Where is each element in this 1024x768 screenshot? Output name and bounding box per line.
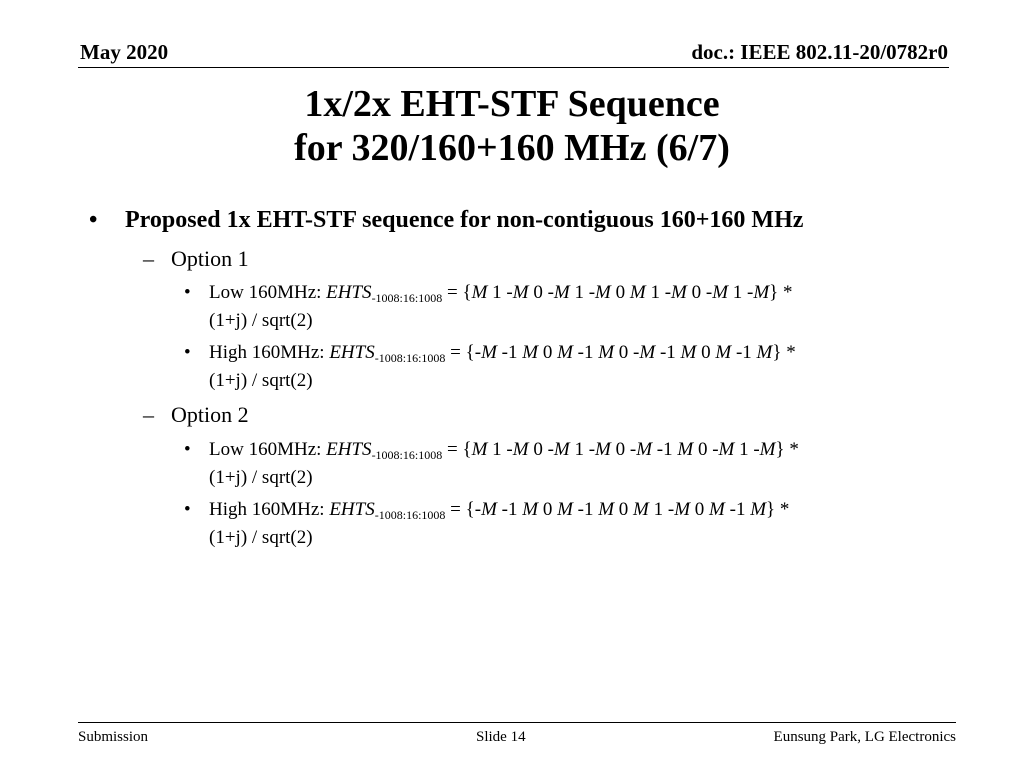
option-heading	[143, 402, 249, 428]
sequence-scale: (1+j) / sqrt(2)	[209, 467, 313, 488]
sequence-text	[209, 436, 929, 492]
option-heading	[143, 246, 249, 272]
sequence-scale: (1+j) / sqrt(2)	[209, 370, 313, 391]
sequence-values: = {-M -1 M 0 M -1 M 0 -M -1 M 0 M -1 M} *	[450, 342, 796, 363]
sequence-text	[209, 279, 929, 335]
sequence-variable: EHTS	[326, 439, 372, 460]
band-label: High 160MHz:	[209, 342, 330, 363]
sequence-subscript: -1008:16:1008	[371, 448, 443, 462]
band-label: High 160MHz:	[209, 499, 330, 520]
band-label: Low 160MHz:	[209, 282, 327, 303]
slide-title-line-2: for 320/160+160 MHz (6/7)	[294, 127, 730, 169]
sequence-values: = {-M -1 M 0 M -1 M 0 M 1 -M 0 M -1 M} *	[450, 499, 790, 520]
option-label: Option 2	[171, 402, 249, 427]
sequence-subscript: -1008:16:1008	[371, 291, 443, 305]
bullet-icon: •	[184, 439, 191, 460]
sequence-values: = {M 1 -M 0 -M 1 -M 0 -M -1 M 0 -M 1 -M} *	[446, 439, 799, 460]
sequence-scale: (1+j) / sqrt(2)	[209, 310, 313, 331]
footer-submission: Submission	[78, 729, 149, 745]
bullet-icon: •	[89, 207, 98, 233]
bullet-icon: •	[184, 499, 191, 520]
dash-icon: –	[143, 402, 154, 427]
slide-title-line-1: 1x/2x EHT-STF Sequence	[304, 83, 720, 125]
main-bullet-text: Proposed 1x EHT-STF sequence for non-contiguous 160+160 MHz	[125, 207, 804, 233]
bullet-icon: •	[184, 342, 191, 363]
band-label: Low 160MHz:	[209, 439, 327, 460]
sequence-subscript: -1008:16:1008	[374, 508, 446, 522]
sequence-variable: EHTS	[326, 282, 372, 303]
dash-icon: –	[143, 246, 154, 271]
sequence-values: = {M 1 -M 0 -M 1 -M 0 M 1 -M 0 -M 1 -M} *	[446, 282, 793, 303]
bullet-icon: •	[184, 282, 191, 303]
sequence-scale: (1+j) / sqrt(2)	[209, 527, 313, 548]
sequence-text	[209, 339, 929, 395]
header-doc-id: doc.: IEEE 802.11-20/0782r0	[691, 40, 948, 64]
sequence-text	[209, 496, 929, 552]
footer-divider	[78, 722, 956, 723]
sequence-variable: EHTS	[329, 342, 375, 363]
header-date: May 2020	[80, 40, 169, 64]
sequence-subscript: -1008:16:1008	[374, 351, 446, 365]
footer-author: Eunsung Park, LG Electronics	[773, 729, 956, 745]
sequence-variable: EHTS	[329, 499, 375, 520]
footer-slide-number: Slide 14	[476, 729, 526, 745]
option-label: Option 1	[171, 246, 249, 271]
